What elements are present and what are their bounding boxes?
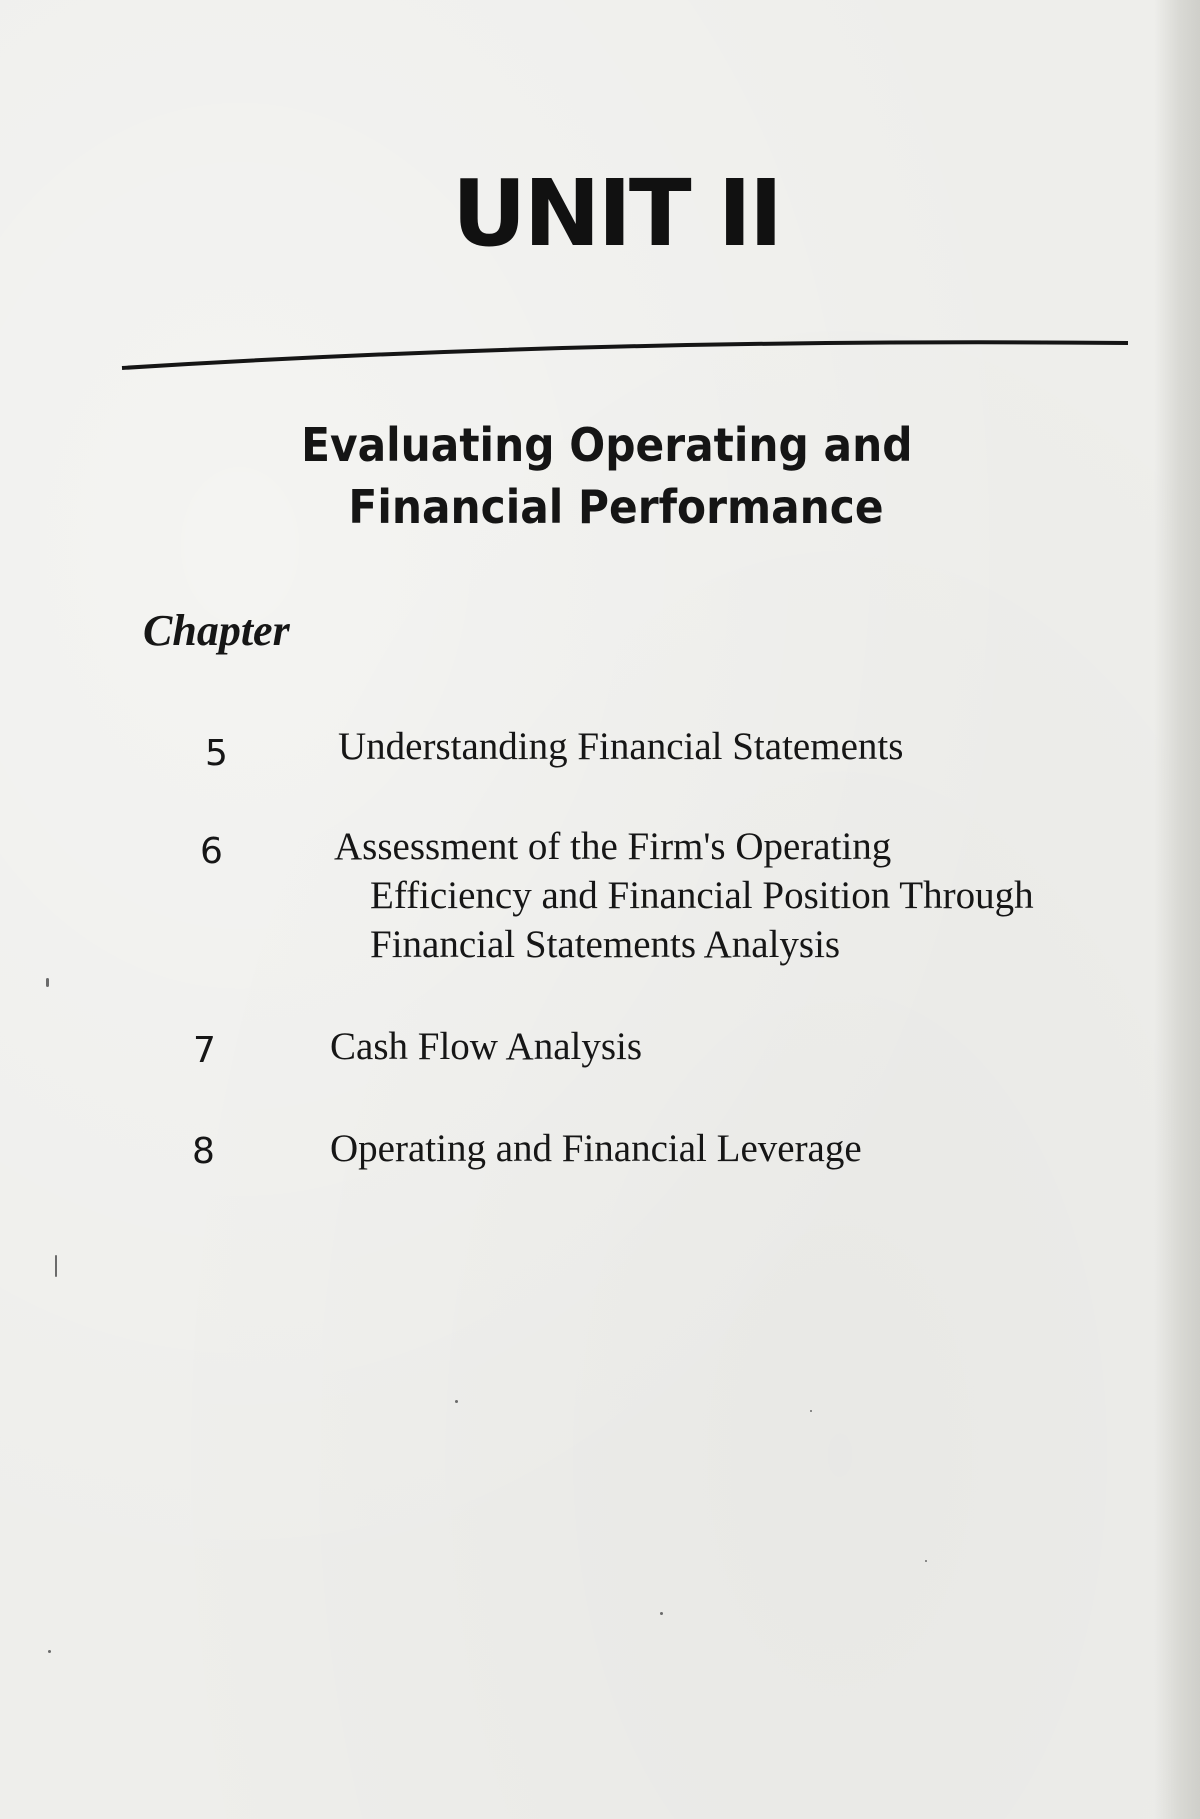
paper-speck — [455, 1400, 458, 1403]
chapter-title — [338, 722, 903, 771]
chapter-number: 5 — [205, 733, 228, 774]
paper-speck — [660, 1612, 663, 1615]
chapter-number: 7 — [193, 1030, 216, 1071]
chapter-title — [334, 822, 1034, 969]
section-title-line-1: Evaluating Operating and — [301, 418, 913, 472]
chapter-title-line: Cash Flow Analysis — [330, 1025, 643, 1068]
chapter-title-line: Operating and Financial Leverage — [330, 1127, 862, 1170]
chapter-number: 6 — [200, 831, 223, 872]
paper-speck — [925, 1560, 927, 1562]
chapter-number: 8 — [192, 1131, 215, 1172]
paper-speck — [810, 1410, 812, 1412]
paper-speck — [48, 1650, 51, 1653]
section-title-line-2: Financial Performance — [348, 480, 884, 534]
chapter-title-line: Efficiency and Financial Position Through — [370, 874, 1034, 917]
chapter-title — [330, 1022, 642, 1071]
chapter-title-line: Assessment of the Firm's Operating — [334, 825, 892, 868]
chapter-title-line: Understanding Financial Statements — [338, 725, 904, 768]
section-title — [49, 414, 1182, 538]
unit-title: UNIT II — [451, 160, 781, 267]
paper-speck — [55, 1255, 57, 1277]
chapter-heading: Chapter — [143, 606, 290, 655]
page-edge-shadow — [1154, 0, 1200, 1819]
chapter-title — [330, 1124, 862, 1173]
paper-speck — [46, 978, 49, 987]
chapter-title-line: Financial Statements Analysis — [370, 923, 841, 966]
